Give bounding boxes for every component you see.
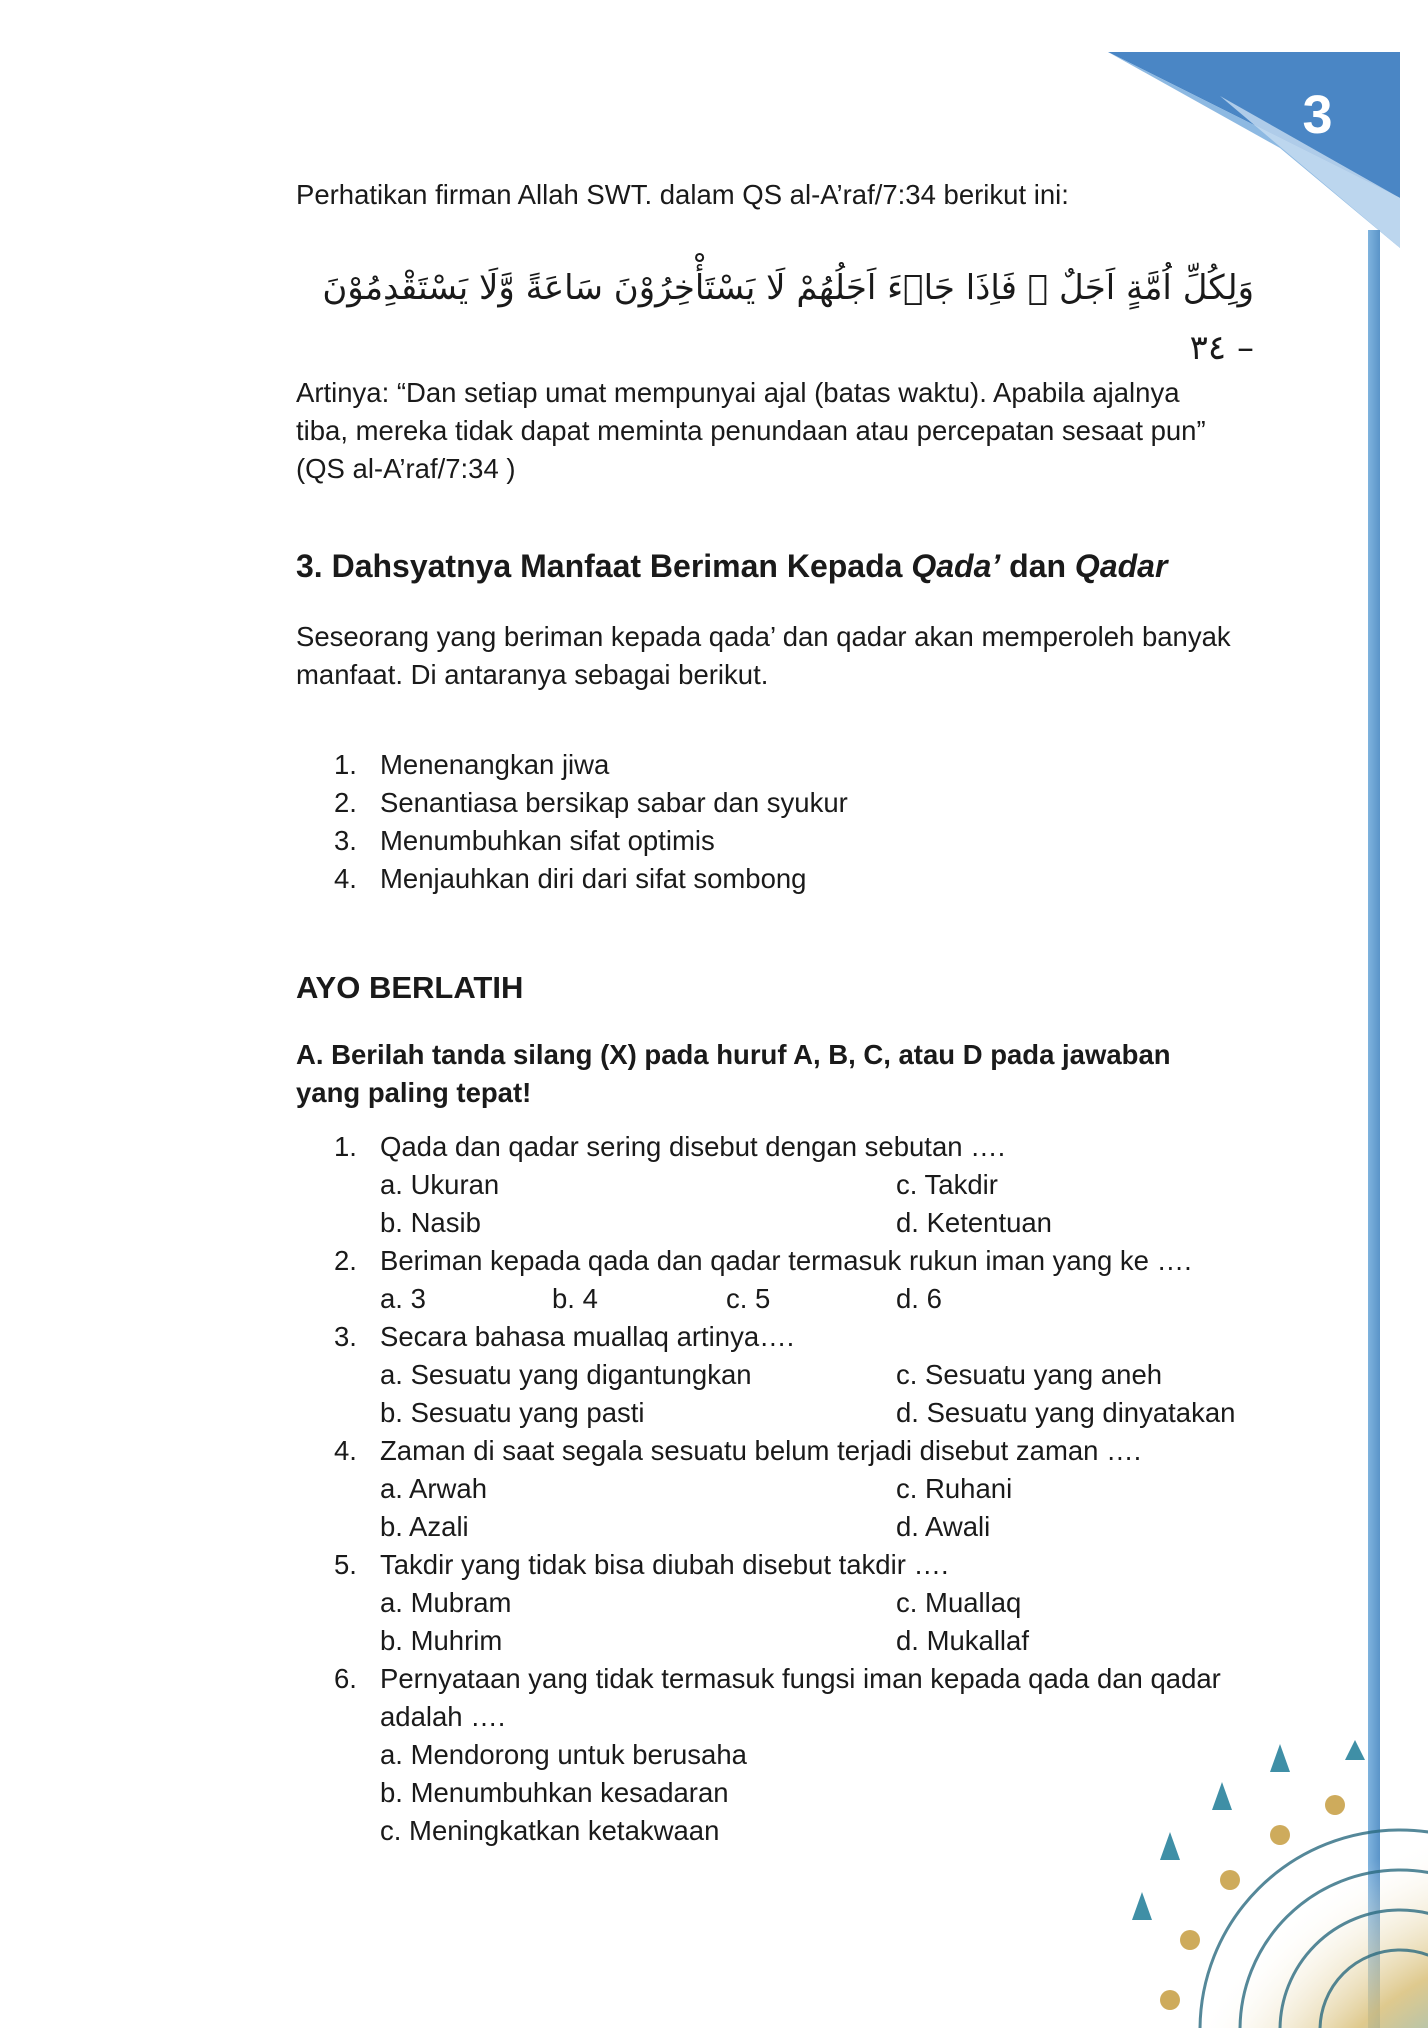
question-text: Beriman kepada qada dan qadar termasuk rukun iman yang ke ….: [380, 1245, 1192, 1276]
list-item-number: 3.: [334, 825, 357, 856]
question-number: 3.: [334, 1321, 357, 1352]
question-text: Zaman di saat segala sesuatu belum terjadi disebut zaman ….: [380, 1435, 1142, 1466]
verse-translation: [296, 374, 1254, 488]
option-a[interactable]: a. Mendorong untuk berusaha: [380, 1739, 747, 1770]
intro-text: Perhatikan firman Allah SWT. dalam QS al-A’raf/7:34 berikut ini:: [296, 179, 1069, 210]
option-c[interactable]: c. Sesuatu yang aneh: [896, 1359, 1163, 1390]
option-row: [296, 1394, 1276, 1432]
option-d[interactable]: d. Ketentuan: [896, 1207, 1052, 1238]
translation-line: tiba, mereka tidak dapat meminta penundaan atau percepatan sesaat pun”: [296, 415, 1206, 446]
practice-instruction: [296, 1036, 1254, 1112]
question-number: 6.: [334, 1663, 357, 1694]
list-item-text: Senantiasa bersikap sabar dan syukur: [380, 787, 848, 818]
section-heading-conjunction: dan: [1000, 548, 1075, 584]
option-a[interactable]: a. Arwah: [380, 1473, 488, 1504]
option-row: [296, 1508, 1276, 1546]
question-number: 1.: [334, 1131, 357, 1162]
section-heading-term: Qada’: [911, 548, 1001, 584]
question-continuation: [296, 1698, 1276, 1736]
option-row: [296, 1356, 1276, 1394]
option-row: [296, 1280, 1276, 1318]
list-item: [296, 784, 1196, 822]
option-d[interactable]: d. Awali: [896, 1511, 991, 1542]
option-b[interactable]: b. Sesuatu yang pasti: [380, 1397, 645, 1428]
section-heading-prefix: 3. Dahsyatnya Manfaat Beriman Kepada: [296, 548, 912, 584]
option-c[interactable]: c. 5: [726, 1283, 771, 1314]
option-a[interactable]: a. Sesuatu yang digantungkan: [380, 1359, 752, 1390]
option-c[interactable]: c. Muallaq: [896, 1587, 1022, 1618]
list-item-number: 4.: [334, 863, 357, 894]
list-item-number: 2.: [334, 787, 357, 818]
option-d[interactable]: d. Sesuatu yang dinyatakan: [896, 1397, 1236, 1428]
benefit-list: [296, 746, 1196, 898]
question-5: [296, 1546, 1276, 1584]
option-b[interactable]: b. Menumbuhkan kesadaran: [380, 1777, 729, 1808]
option-b[interactable]: b. Azali: [380, 1511, 469, 1542]
question-6: [296, 1660, 1276, 1698]
question-text: adalah ….: [380, 1701, 506, 1732]
page-corner-decoration: [1100, 48, 1420, 248]
question-text: Takdir yang tidak bisa diubah disebut takdir ….: [380, 1549, 949, 1580]
question-number: 2.: [334, 1245, 357, 1276]
list-item: [296, 860, 1196, 898]
section-heading-term: Qadar: [1074, 548, 1168, 584]
paragraph-line: manfaat. Di antaranya sebagai berikut.: [296, 659, 769, 690]
option-row: [296, 1622, 1276, 1660]
question-text: Secara bahasa muallaq artinya….: [380, 1321, 795, 1352]
list-item-number: 1.: [334, 749, 357, 780]
paragraph-line: Seseorang yang beriman kepada qada’ dan qadar akan memperoleh banyak: [296, 621, 1231, 652]
instruction-line: A. Berilah tanda silang (X) pada huruf A, B, C, atau D pada jawaban: [296, 1039, 1171, 1070]
translation-citation: (QS al-A’raf/7:34 ): [296, 453, 516, 484]
option-row: [296, 1166, 1276, 1204]
translation-line: Artinya: “Dan setiap umat mempunyai ajal (batas waktu). Apabila ajalnya: [296, 377, 1180, 408]
option-c[interactable]: c. Takdir: [896, 1169, 998, 1200]
option-b[interactable]: b. Nasib: [380, 1207, 481, 1238]
question-1: [296, 1128, 1276, 1166]
islamic-ornament-decoration: [1120, 1740, 1428, 2028]
list-item: [296, 822, 1196, 860]
list-item-text: Menenangkan jiwa: [380, 749, 610, 780]
list-item-text: Menjauhkan diri dari sifat sombong: [380, 863, 807, 894]
page-number: 3: [1302, 85, 1334, 145]
question-text: Qada dan qadar sering disebut dengan sebutan ….: [380, 1131, 1006, 1162]
option-c[interactable]: c. Ruhani: [896, 1473, 1013, 1504]
instruction-line: yang paling tepat!: [296, 1077, 532, 1108]
option-row: [296, 1584, 1276, 1622]
question-text: Pernyataan yang tidak termasuk fungsi iman kepada qada dan qadar: [380, 1663, 1221, 1694]
option-row: [296, 1470, 1276, 1508]
option-c[interactable]: c. Meningkatkan ketakwaan: [380, 1815, 720, 1846]
option-a[interactable]: a. Mubram: [380, 1587, 512, 1618]
question-number: 5.: [334, 1549, 357, 1580]
question-number: 4.: [334, 1435, 357, 1466]
question-3: [296, 1318, 1276, 1356]
practice-heading: AYO BERLATIH: [296, 970, 524, 1005]
option-d[interactable]: d. 6: [896, 1283, 942, 1314]
option-b[interactable]: b. 4: [552, 1283, 598, 1314]
list-item-text: Menumbuhkan sifat optimis: [380, 825, 715, 856]
option-d[interactable]: d. Mukallaf: [896, 1625, 1029, 1656]
question-2: [296, 1242, 1276, 1280]
option-row: [296, 1204, 1276, 1242]
option-a[interactable]: a. 3: [380, 1283, 426, 1314]
option-b[interactable]: b. Muhrim: [380, 1625, 503, 1656]
section-paragraph: [296, 618, 1254, 694]
question-4: [296, 1432, 1276, 1470]
quran-verse-arabic: وَلِكُلِّ اُمَّةٍ اَجَلٌ ۚ فَاِذَا جَاۤءَ اَجَلُهُمْ لَا يَسْتَأْخِرُوْنَ سَاعَةً وَّلَا يَسْتَقْدِمُوْنَ – ٣٤: [322, 268, 1254, 368]
option-a[interactable]: a. Ukuran: [380, 1169, 500, 1200]
section-heading: [296, 546, 1276, 586]
list-item: [296, 746, 1196, 784]
